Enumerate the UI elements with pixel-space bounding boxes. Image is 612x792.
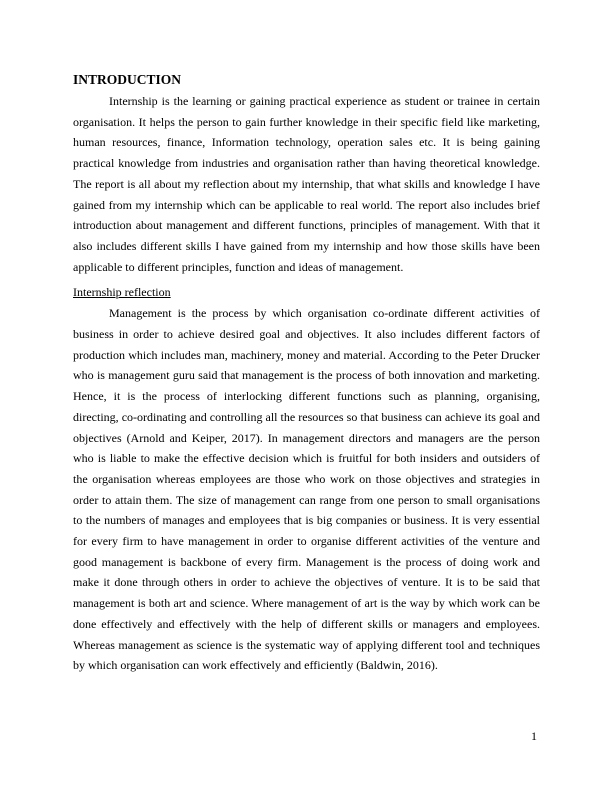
reflection-paragraph: Management is the process by which organisation co-ordinate different activities of business in order to achieve desired goal and objectives. It also includes different factors of production which includes man, machinery, money and material. According to the Peter Drucker who is management guru said that management is the process of both innovation and marketing. Hence, it is the process of interlocking different functions such as planning, organising, directing, co-ordinating and controlling all the resources so that business can achieve its goal and objectives (Arnold and Keiper, 2017). In management directors and managers are the person who is liable to make the effective decision which is fruitful for both insiders and outsiders of the organisation whereas employees are those who work on those objectives and strategies in order to attain them. The size of management can range from one person to small organisations to the numbers of manages and employees that is big companies or business. It is very essential for every firm to have management in order to organise different activities of the venture and good management is backbone of every firm. Management is the process of doing work and make it done through others in order to achieve the objectives of venture. It is to be said that management is both art and science. Where management of art is the way by which work can be done effectively and effectively with the help of different skills or managers and employees. Whereas management as science is the systematic way of applying different tool and techniques by which organisation can work effectively and efficiently (Baldwin, 2016). xyxy=(73,306,540,673)
page-number: 1 xyxy=(531,729,537,743)
intro-paragraph: Internship is the learning or gaining practical experience as student or trainee in certain organisation. It helps the person to gain further knowledge in their specific field like marketing, human resources, finance, Information technology, operation sales etc. It is being gaining practical knowledge from industries and organisation rather than having theoretical knowledge. The report is all about my reflection about my internship, that what skills and knowledge I have gained from my internship which can be applicable to real world. The report also includes brief introduction about management and different functions, principles of management. With that it also includes different skills I have gained from my internship and how those skills have been applicable to different principles, function and ideas of management. xyxy=(73,94,540,274)
section-heading-introduction: INTRODUCTION xyxy=(73,72,182,87)
subheading-internship-reflection: Internship reflection xyxy=(73,285,171,300)
page-body xyxy=(73,71,540,676)
